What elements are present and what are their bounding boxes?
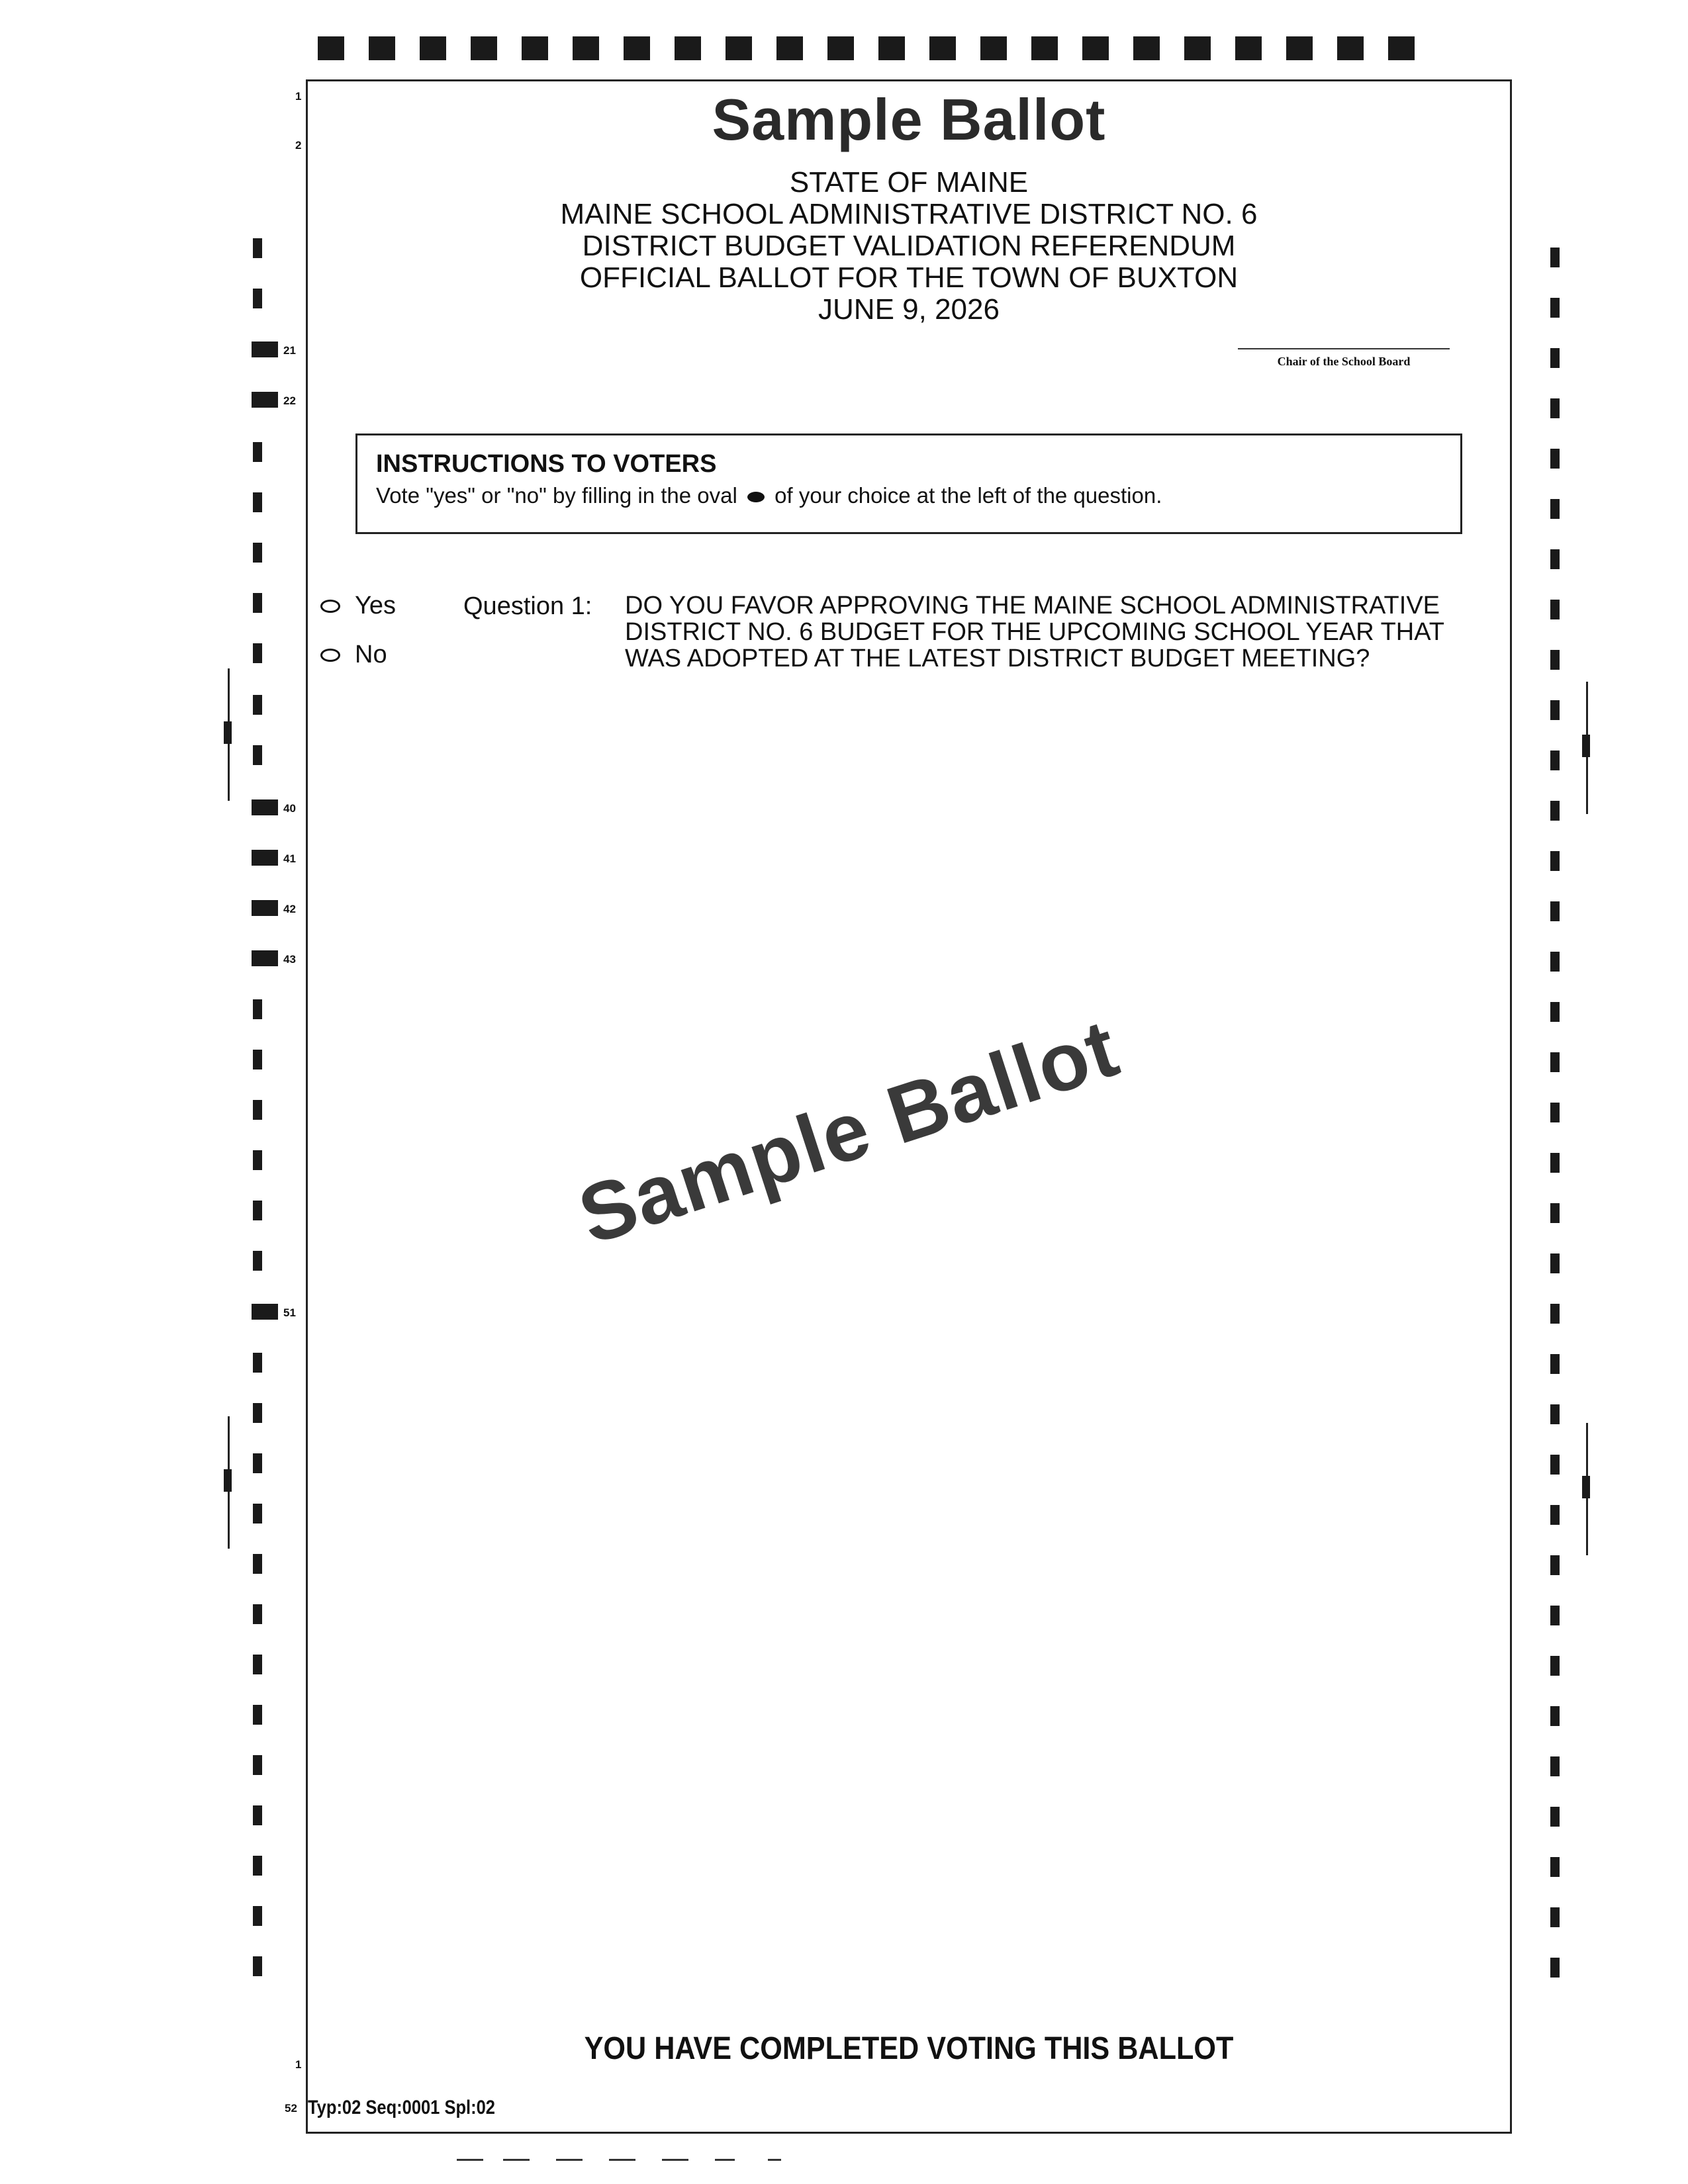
timing-mark	[980, 36, 1007, 60]
timing-mark	[471, 36, 497, 60]
timing-mark	[1031, 36, 1058, 60]
timing-mark	[1550, 449, 1560, 469]
timing-mark	[1550, 1958, 1560, 1978]
instructions-title: INSTRUCTIONS TO VOTERS	[376, 450, 717, 478]
timing-mark	[726, 36, 752, 60]
timing-mark	[1550, 1304, 1560, 1324]
timing-mark	[369, 36, 395, 60]
ballot-title: Sample Ballot	[712, 87, 1106, 152]
margin-number: 41	[283, 852, 296, 865]
timing-mark	[1550, 398, 1560, 418]
no-oval[interactable]	[320, 649, 340, 662]
question-text: DO YOU FAVOR APPROVING THE MAINE SCHOOL ADMINISTRATIVE DISTRICT NO. 6 BUDGET FOR THE UPCOMING SCHOOL YEAR THAT WAS ADOPTED AT THE LATEST DISTRICT BUDGET MEETING?	[625, 592, 1444, 672]
instructions-text-before: Vote "yes" or "no" by filling in the oval	[376, 483, 737, 508]
option-yes-label: Yes	[355, 592, 396, 619]
header-line-district: MAINE SCHOOL ADMINISTRATIVE DISTRICT NO. 6	[560, 198, 1258, 230]
timing-mark	[253, 745, 262, 765]
question-number: Question 1:	[463, 592, 592, 620]
filled-oval-icon	[747, 492, 765, 502]
registration-mark	[224, 1469, 232, 1492]
timing-mark	[253, 492, 262, 512]
timing-mark	[1550, 1455, 1560, 1475]
timing-mark	[253, 1856, 262, 1876]
ballot-code: Typ:02 Seq:0001 Spl:02	[308, 2097, 495, 2118]
timing-mark	[253, 593, 262, 613]
timing-mark	[1550, 1606, 1560, 1625]
timing-mark	[624, 36, 650, 60]
timing-mark	[878, 36, 905, 60]
scan-artifact	[662, 2159, 688, 2161]
timing-mark	[252, 850, 278, 866]
margin-number: 1	[295, 90, 302, 103]
timing-mark	[1388, 36, 1415, 60]
timing-mark	[318, 36, 344, 60]
timing-mark	[253, 1100, 262, 1120]
timing-mark	[929, 36, 956, 60]
instructions-box	[355, 433, 1462, 534]
timing-mark	[1550, 1807, 1560, 1827]
timing-mark	[253, 1453, 262, 1473]
option-no-label: No	[355, 641, 387, 668]
timing-mark	[1550, 952, 1560, 972]
timing-mark	[1550, 1656, 1560, 1676]
timing-mark	[253, 1705, 262, 1725]
timing-mark	[827, 36, 854, 60]
header-line-town: OFFICIAL BALLOT FOR THE TOWN OF BUXTON	[579, 261, 1239, 294]
timing-mark	[253, 238, 262, 258]
timing-mark	[253, 1956, 262, 1976]
timing-mark	[253, 1504, 262, 1524]
timing-mark	[1550, 298, 1560, 318]
timing-mark	[1550, 1706, 1560, 1726]
timing-mark	[1550, 751, 1560, 770]
scan-artifact	[609, 2159, 635, 2161]
timing-mark	[1235, 36, 1262, 60]
timing-mark	[1550, 1052, 1560, 1072]
timing-mark	[1550, 901, 1560, 921]
timing-mark	[1550, 1756, 1560, 1776]
registration-mark	[1582, 735, 1590, 757]
margin-number: 51	[283, 1306, 296, 1319]
margin-number: 2	[295, 139, 302, 152]
timing-mark	[253, 1604, 262, 1624]
timing-mark	[1550, 1857, 1560, 1877]
timing-mark	[1550, 1354, 1560, 1374]
margin-number: 22	[283, 394, 296, 407]
timing-mark	[1550, 700, 1560, 720]
timing-mark	[252, 1304, 278, 1320]
completed-message: YOU HAVE COMPLETED VOTING THIS BALLOT	[584, 2031, 1234, 2066]
timing-mark	[253, 1201, 262, 1220]
timing-mark	[253, 1755, 262, 1775]
timing-mark	[1550, 1253, 1560, 1273]
timing-mark	[253, 1655, 262, 1674]
timing-mark	[253, 1251, 262, 1271]
sample-ballot-watermark: Sample Ballot	[568, 1001, 1129, 1262]
timing-mark	[253, 1050, 262, 1069]
timing-mark	[1550, 348, 1560, 368]
timing-mark	[1550, 851, 1560, 871]
timing-mark	[253, 999, 262, 1019]
timing-mark	[420, 36, 446, 60]
timing-mark	[253, 1150, 262, 1170]
timing-mark	[1550, 1153, 1560, 1173]
timing-mark	[1550, 1555, 1560, 1575]
timing-mark	[253, 442, 262, 462]
scan-artifact	[457, 2159, 483, 2161]
timing-mark	[253, 1906, 262, 1926]
timing-mark	[1550, 549, 1560, 569]
timing-mark	[573, 36, 599, 60]
margin-number: 52	[285, 2102, 297, 2115]
margin-number: 1	[295, 2058, 302, 2071]
header-line-referendum: DISTRICT BUDGET VALIDATION REFERENDUM	[582, 230, 1236, 262]
timing-mark	[1184, 36, 1211, 60]
scan-artifact	[503, 2159, 530, 2161]
timing-mark	[252, 341, 278, 357]
signature-label: Chair of the School Board	[1277, 355, 1411, 368]
timing-mark	[1337, 36, 1364, 60]
timing-mark	[522, 36, 548, 60]
margin-number: 43	[283, 953, 296, 966]
registration-mark	[224, 721, 232, 744]
timing-mark	[253, 1353, 262, 1373]
margin-number: 40	[283, 802, 296, 815]
signature-line	[1238, 348, 1450, 349]
timing-mark	[1550, 600, 1560, 619]
timing-mark	[1286, 36, 1313, 60]
timing-mark	[1550, 650, 1560, 670]
margin-number: 42	[283, 903, 296, 915]
timing-mark	[1550, 1404, 1560, 1424]
timing-mark	[253, 643, 262, 663]
yes-oval[interactable]	[320, 600, 340, 613]
timing-mark	[1550, 801, 1560, 821]
timing-mark	[675, 36, 701, 60]
timing-mark	[776, 36, 803, 60]
timing-mark	[252, 900, 278, 916]
timing-mark	[1550, 1002, 1560, 1022]
scan-artifact	[556, 2159, 583, 2161]
timing-mark	[252, 799, 278, 815]
header-line-date: JUNE 9, 2026	[818, 293, 1000, 326]
timing-mark	[1550, 1203, 1560, 1223]
timing-mark	[253, 695, 262, 715]
timing-mark	[1550, 1907, 1560, 1927]
timing-mark	[1550, 499, 1560, 519]
instructions-text-after: of your choice at the left of the question.	[774, 483, 1162, 508]
timing-mark	[1550, 1103, 1560, 1122]
timing-mark	[1550, 1505, 1560, 1525]
timing-mark	[1133, 36, 1160, 60]
timing-mark	[252, 392, 278, 408]
scan-artifact	[715, 2159, 735, 2161]
timing-mark	[253, 1403, 262, 1423]
timing-mark	[253, 1554, 262, 1574]
header-line-state: STATE OF MAINE	[789, 166, 1029, 199]
timing-mark	[253, 543, 262, 563]
scan-artifact	[768, 2159, 781, 2161]
margin-number: 21	[283, 344, 296, 357]
instructions-text	[376, 483, 1162, 508]
timing-mark	[1082, 36, 1109, 60]
timing-mark	[1550, 248, 1560, 267]
registration-mark	[1582, 1476, 1590, 1498]
timing-mark	[253, 1805, 262, 1825]
timing-mark	[252, 950, 278, 966]
timing-mark	[253, 289, 262, 308]
